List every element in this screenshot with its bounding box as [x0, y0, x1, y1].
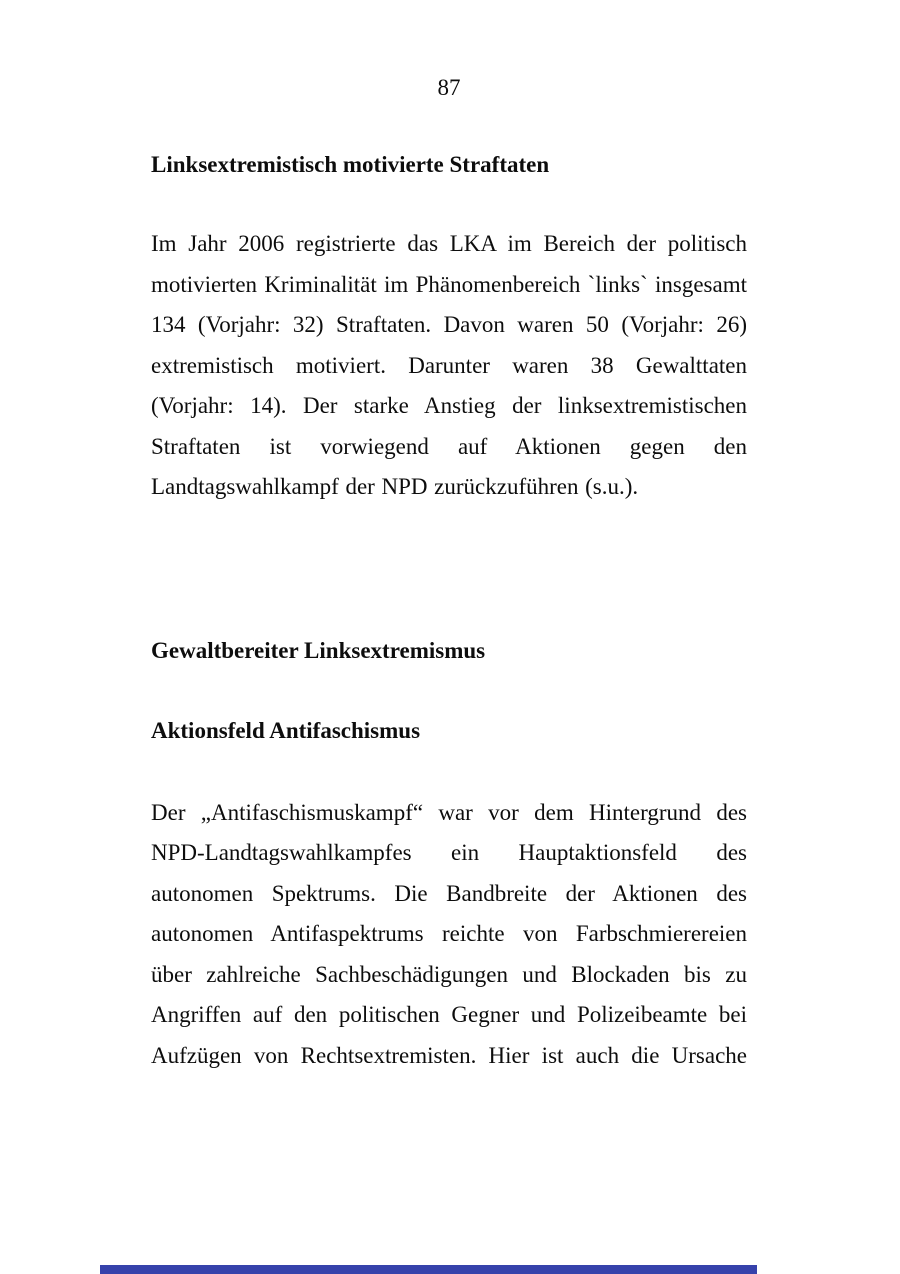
paragraph-antifaschismuskampf: Der „Antifaschismuskampf“ war vor dem Hintergrund des NPD-Landtagswahlkampfes ein Hauptaktionsfeld des autonomen Spektrums. Die Bandbreite der Aktionen des autonomen Antifaspektrums reichte von Farbschmierereien über zahlreiche Sachbeschädigungen und Blockaden bis zu Angriffen auf den politischen Gegner und Polizeibeamte bei Aufzügen von Rechtsextremisten. Hier ist auch die Ursache [151, 799, 747, 1068]
section-heading-gewaltbereiter-linksextremismus: Gewaltbereiter Linksextremismus [151, 637, 486, 663]
footer-accent-bar [100, 1265, 757, 1274]
section-heading-aktionsfeld-antifaschismus: Aktionsfeld Antifaschismus [151, 718, 421, 743]
paragraph-straftaten-statistik: Im Jahr 2006 registrierte das LKA im Bereich der politisch motivierten Kriminalität im Phänomenbereich `links` insgesamt 134 (Vorjahr: 32) Straftaten. Davon waren 50 (Vorjahr: 26) extremistisch motiviert. Darunter waren 38 Gewalttaten (Vorjahr: 14). Der starke Anstieg der linksextremistischen Straftaten ist vorwiegend auf Aktionen gegen den Landtagswahlkampf der NPD zurückzuführen (s.u.). [151, 231, 747, 499]
section-heading-linksextremistische-straftaten: Linksextremistisch motivierte Straftaten [151, 151, 550, 177]
page-number: 87 [437, 75, 461, 100]
